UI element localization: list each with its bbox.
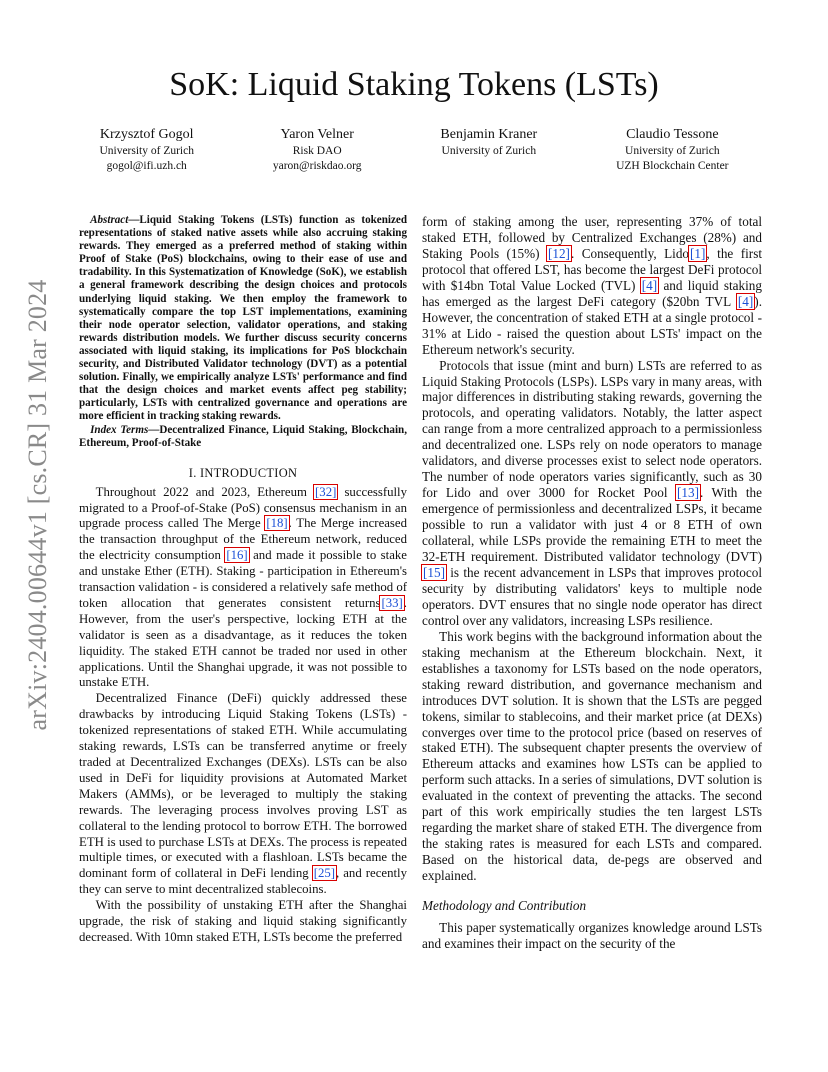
text-run: This work begins with the background information about the staking mechanism at the Ethereum blockchain. Next, it establishes a taxonomy for LSTs based on the node operators, staking reward distribution, and governance mechanism and introduces DVT solution. It is shown that the LSTs are pegged tokens, similar to stablecoins, and their market price (at DEXs) converges over time to the protocol price (based on reserves of staked ETH). The subsequent chapter presents the overview of Ethereum attacks and examines how LSTs can be applied to perform such attacks. In a series of simulations, DVT solution is evaluated in the context of preventing the attacks. The second part of this work empirically studies the ten largest LSTs regarding the market share of staked ETH. The divergence from the staking rates is measured for each LSTs and compared. Based on the historical data, de-pegs are observed and explained. <box>422 628 762 884</box>
citation-link[interactable]: [1] <box>690 245 706 261</box>
abstract-text: —Liquid Staking Tokens (LSTs) function as tokenized representations of staked native assets while also accruing staking rewards. They emerged as a preferred method of staking within Proof of Stake (PoS) blockchains, owing to their ease of use and tradability. In this Systematization of Knowledge (SoK), we establish a general framework describing the design choices and protocols underlying liquid staking. We then employ the framework to systematically compare the top LST implementations, examining their node operator selection, validator operations, and staking rewards distribution models. We further discuss security concerns associated with liquid staking, its implications for PoS blockchain security, and Distributed Validator technology (DVT) as a potential solution. Finally, we empirically analyze LSTs' performance and find that the design choices and market events affect peg stability; particularly, LSTs with centralized governance and operations are more efficient in tracking staking rewards. <box>79 214 407 423</box>
text-run: , and recently they can serve to mint decentralized stablecoins. <box>79 866 407 897</box>
text-run: . With the emergence of permissionless and decentralized LSPs, it became possible to run a validator with just 4 or 8 ETH of own collateral, while LSPs provide the remaining ETH to meet the 32-ETH requirement. Distributed validator technology (DVT) <box>422 485 762 565</box>
text-run: and made it possible to stake and unstake Ether (ETH). Staking - participation in Ethereum's transaction validation - is considered a relatively safe method of token allocation that generates consistent returns <box>79 548 407 610</box>
paper-title: SoK: Liquid Staking Tokens (LSTs) <box>169 66 659 103</box>
arxiv-stamp <box>18 280 58 730</box>
citation-link[interactable]: [32] <box>315 484 337 499</box>
abstract <box>79 214 407 424</box>
right-paragraph-3 <box>422 629 762 884</box>
index-terms-lead: Index Terms <box>90 423 149 436</box>
author-name: Claudio Tessone <box>626 127 719 142</box>
text-run: With the possibility of unstaking ETH after the Shanghai upgrade, the risk of staking and liquid staking significantly decreased. With 10mn staked ETH, LSTs become the preferred <box>79 898 407 944</box>
citation-link[interactable]: [15] <box>423 564 445 580</box>
right-column <box>422 214 762 952</box>
text-run: . Consequently, Lido <box>570 245 690 261</box>
citation-link[interactable]: [25] <box>313 866 336 881</box>
subsection-heading: Methodology and Contribution <box>422 898 587 914</box>
author-email: gogol@ifi.uzh.ch <box>106 159 187 172</box>
citation-link[interactable]: [18] <box>266 516 288 531</box>
author-name: Krzysztof Gogol <box>99 127 194 142</box>
author <box>99 126 194 173</box>
text-run: . However, from the user's perspective, locking ETH at the validator is seen as a disadvantage, as it reduces the token liquidity. The staked ETH cannot be traded nor used in other applications. Until the Shanghai upgrade, it was not possible to unstake ETH. <box>79 595 407 690</box>
citation-link[interactable]: [16] <box>226 548 248 563</box>
right-paragraph-4 <box>422 920 762 952</box>
citation-link[interactable]: [12] <box>547 245 570 261</box>
text-run: form of staking among the user, representing 37% of total staked ETH, followed by Centralized Exchanges (28%) and Staking Pools (15%) <box>422 214 762 261</box>
abstract-lead: Abstract <box>90 214 129 226</box>
text-run: ). However, the concentration of staked ETH at a single protocol - 31% at Lido - raised the question about LSTs' impact on the Ethereum network's security. <box>422 293 762 357</box>
citation-link[interactable]: [4] <box>737 293 754 309</box>
citation-link[interactable]: [13] <box>677 485 699 501</box>
text-run: successfully migrated to a Proof-of-Stake (PoS) consensus mechanism in an upgrade process called The Merge <box>79 484 407 531</box>
text-run: Throughout 2022 and 2023, Ethereum <box>95 484 315 499</box>
author-email: yaron@riskdao.org <box>272 159 362 172</box>
text-run: This paper systematically organizes knowledge around LSTs and examines their impact on the security of the <box>422 919 762 951</box>
author-name: Yaron Velner <box>280 127 354 142</box>
intro-paragraph-1 <box>79 485 407 692</box>
index-terms-text: —Decentralized Finance, Liquid Staking, Blockchain, Ethereum, Proof-of-Stake <box>79 423 407 449</box>
author-affiliation: University of Zurich <box>625 145 720 157</box>
author <box>440 126 537 173</box>
author <box>616 126 728 173</box>
author-name: Benjamin Kraner <box>440 127 538 142</box>
text-run: , the first protocol that offered LST, has become the largest DeFi protocol with $14bn Total Value Locked (TVL) <box>422 245 762 293</box>
citation-link[interactable]: [4] <box>641 277 658 293</box>
left-column <box>79 214 407 946</box>
author <box>273 126 362 173</box>
arxiv-id: arXiv:2404.00644v1 [cs.CR] 31 Mar 2024 <box>23 279 52 731</box>
citation-link[interactable]: [33] <box>381 595 403 610</box>
intro-paragraph-2 <box>79 691 407 898</box>
author-affiliation: Risk DAO <box>292 145 342 157</box>
author-affiliation: University of Zurich <box>441 145 537 157</box>
author-block <box>60 126 768 173</box>
index-terms <box>79 424 407 450</box>
intro-paragraph-3 <box>79 898 407 946</box>
text-run: Decentralized Finance (DeFi) quickly addressed these drawbacks by introducing Liquid Staking Tokens (LSTs) - tokenized representations of staked ETH. While accumulating staking rewards, LSTs can be transferred anytime or freely traded at Decentralized Exchanges (DEXs). LSTs can be also used in DeFi for liquidity provisions at Automated Market Makers (AMMs), or be leveraged to multiply the staking rewards. The leveraging process involves proving LST as collateral to the lending protocol to borrow ETH. The borrowed ETH is used to purchase LSTs at DEXs. The process is repeated multiple times, or executed with a flashloan. LSTs became the dominant form of collateral in DeFi lending <box>79 691 407 881</box>
text-run: and liquid staking has emerged as the largest DeFi category ($20bn TVL <box>422 277 762 309</box>
text-run: . The Merge increased the transaction throughput of the Ethereum network, reduced the electricity consumption <box>79 516 407 563</box>
author-affiliation-2: UZH Blockchain Center <box>616 159 729 172</box>
text-run: Protocols that issue (mint and burn) LSTs are referred to as Liquid Staking Protocols (LSPs). LSPs vary in many areas, with major differences in distributing staking rewards, governing the protocols, and operating validators. Notably, the latter aspect can range from a more centralized approach to a permissionless and decentralized one. LSPs rely on node operators to manage validators, and diverse processes exist to select node operators. The number of node operators varies significantly, such as 30 for Lido and over 3000 for Rocket Pool <box>422 357 762 501</box>
right-paragraph-1 <box>422 214 762 358</box>
author-affiliation: University of Zurich <box>99 145 194 157</box>
right-paragraph-2 <box>422 358 762 629</box>
text-run: is the recent advancement in LSPs that improves protocol security by distributing validators' keys to multiple node operators. DVT ensures that no single node operator has direct control over any validators, increasing LSPs resilience. <box>422 564 762 628</box>
section-heading: I. INTRODUCTION <box>188 465 298 480</box>
